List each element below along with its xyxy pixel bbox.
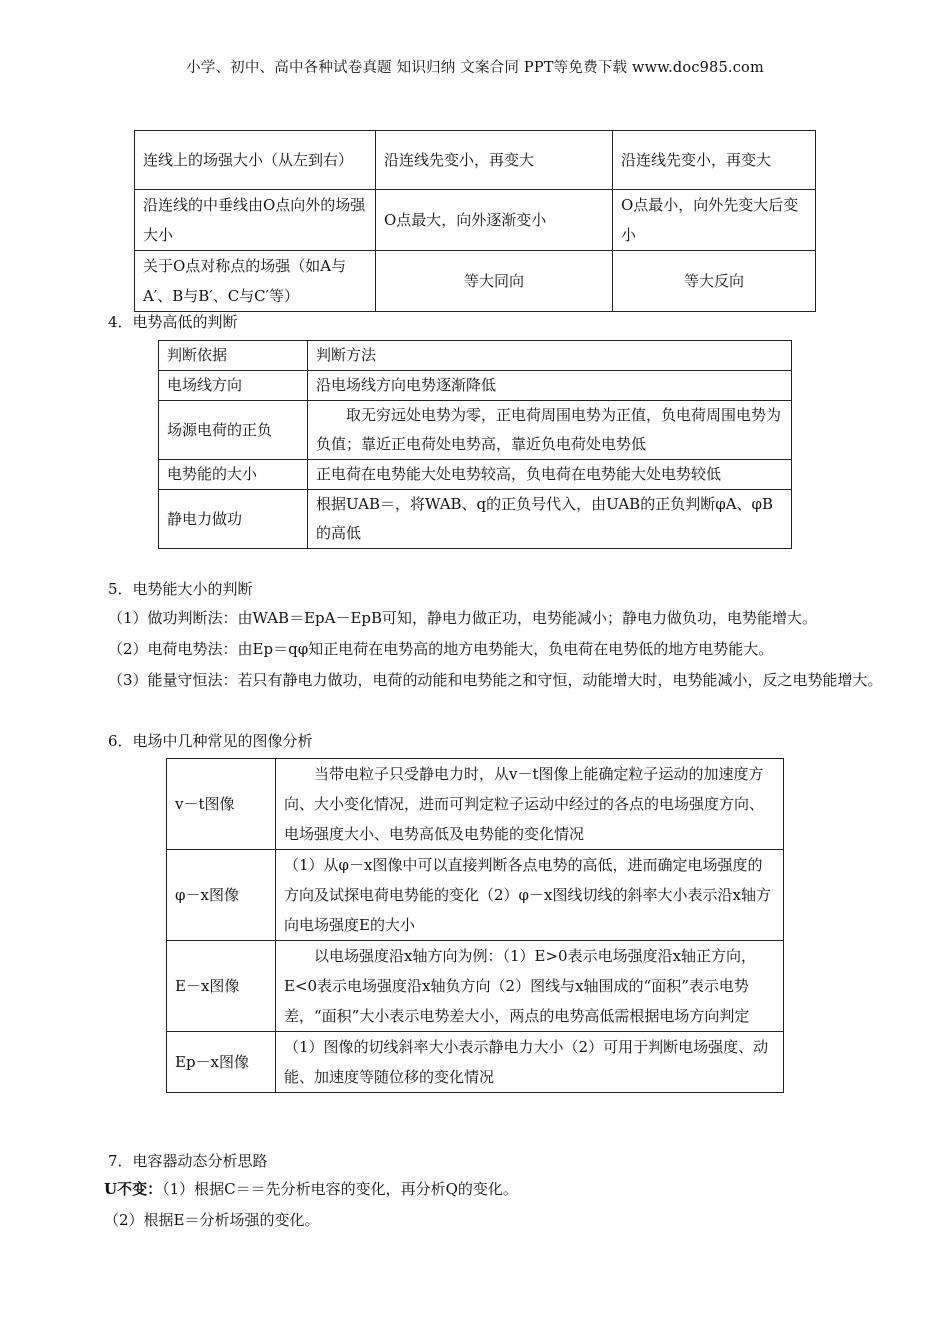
field-comparison-table — [134, 130, 816, 312]
table-row — [159, 490, 792, 549]
section-5-item: （3）能量守恒法：若只有静电力做功，电荷的动能和电势能之和守恒，动能增大时，电势能减小，反之电势能增大。 — [108, 671, 883, 689]
table-cell: 判断方法 — [308, 341, 792, 371]
section-7-text: （1）根据C＝＝先分析电容的变化，再分析Q的变化。 — [162, 1180, 518, 1198]
table-cell: 等大反向 — [613, 251, 816, 312]
table-row — [159, 460, 792, 490]
table-cell: 关于O点对称点的场强（如A与A′、B与B′、C与C′等） — [135, 251, 376, 312]
table-cell: （1）图像的切线斜率大小表示静电力大小（2）可用于判断电场强度、动能、加速度等随位移的变化情况 — [276, 1032, 784, 1093]
table-cell: v－t图像 — [167, 759, 276, 850]
table-cell: O点最小，向外先变大后变小 — [613, 190, 816, 251]
section-6-title: 6．电场中几种常见的图像分析 — [108, 732, 313, 750]
table-row — [159, 371, 792, 401]
graph-analysis-table — [166, 758, 784, 1093]
table-cell: 沿电场线方向电势逐渐降低 — [308, 371, 792, 401]
table-cell: E－x图像 — [167, 941, 276, 1032]
table-cell: 沿连线先变小，再变大 — [613, 131, 816, 190]
table-row — [167, 850, 784, 941]
table-cell: 沿连线的中垂线由O点向外的场强大小 — [135, 190, 376, 251]
section-7-line — [104, 1174, 884, 1205]
table-row — [135, 190, 816, 251]
table-cell: 等大同向 — [376, 251, 613, 312]
section-7-label: U不变： — [104, 1180, 163, 1198]
table-row — [167, 1032, 784, 1093]
table-row — [167, 941, 784, 1032]
table-row — [159, 341, 792, 371]
table-cell: 以电场强度沿x轴方向为例：（1）E>0表示电场强度沿x轴正方向，E<0表示电场强度沿x轴负方向（2）图线与x轴围成的“面积”表示电势差，“面积”大小表示电势差大小，两点的电势高低需根据电场方向判定 — [276, 941, 784, 1032]
table-row — [167, 759, 784, 850]
section-7-line: （2）根据E＝分析场强的变化。 — [104, 1211, 320, 1229]
table-row — [159, 401, 792, 460]
table-cell: 连线上的场强大小（从左到右） — [135, 131, 376, 190]
table-cell: 电场线方向 — [159, 371, 308, 401]
table-cell: 正电荷在电势能大处电势较高，负电荷在电势能大处电势较低 — [308, 460, 792, 490]
table-cell: φ－x图像 — [167, 850, 276, 941]
section-4-title: 4．电势高低的判断 — [108, 313, 238, 331]
table-cell: 电势能的大小 — [159, 460, 308, 490]
table-cell: 当带电粒子只受静电力时，从v－t图像上能确定粒子运动的加速度方向、大小变化情况，进而可判定粒子运动中经过的各点的电场强度方向、电场强度大小、电势高低及电势能的变化情况 — [276, 759, 784, 850]
section-5-item: （2）电荷电势法：由Ep＝qφ知正电荷在电势高的地方电势能大，负电荷在电势低的地方电势能大。 — [108, 640, 774, 658]
section-5-title: 5．电势能大小的判断 — [108, 580, 253, 598]
section-5-item: （1）做功判断法：由WAB＝EpA－EpB可知，静电力做正功，电势能减小；静电力做负功，电势能增大。 — [108, 609, 818, 627]
table-cell: 静电力做功 — [159, 490, 308, 549]
table-row — [135, 131, 816, 190]
table-cell: 判断依据 — [159, 341, 308, 371]
table-cell: 场源电荷的正负 — [159, 401, 308, 460]
table-cell: 取无穷远处电势为零，正电荷周围电势为正值，负电荷周围电势为负值；靠近正电荷处电势高，靠近负电荷处电势低 — [308, 401, 792, 460]
potential-judgment-table — [158, 340, 792, 549]
table-cell: 沿连线先变小，再变大 — [376, 131, 613, 190]
table-cell: （1）从φ－x图像中可以直接判断各点电势的高低，进而确定电场强度的方向及试探电荷电势能的变化（2）φ－x图线切线的斜率大小表示沿x轴方向电场强度E的大小 — [276, 850, 784, 941]
table-row — [135, 251, 816, 312]
page-header: 小学、初中、高中各种试卷真题 知识归纳 文案合同 PPT等免费下载 www.doc985.com — [186, 60, 764, 76]
section-7-title: 7．电容器动态分析思路 — [108, 1152, 268, 1170]
table-cell: Ep－x图像 — [167, 1032, 276, 1093]
table-cell: O点最大，向外逐渐变小 — [376, 190, 613, 251]
table-cell: 根据UAB＝，将WAB、q的正负号代入，由UAB的正负判断φA、φB的高低 — [308, 490, 792, 549]
